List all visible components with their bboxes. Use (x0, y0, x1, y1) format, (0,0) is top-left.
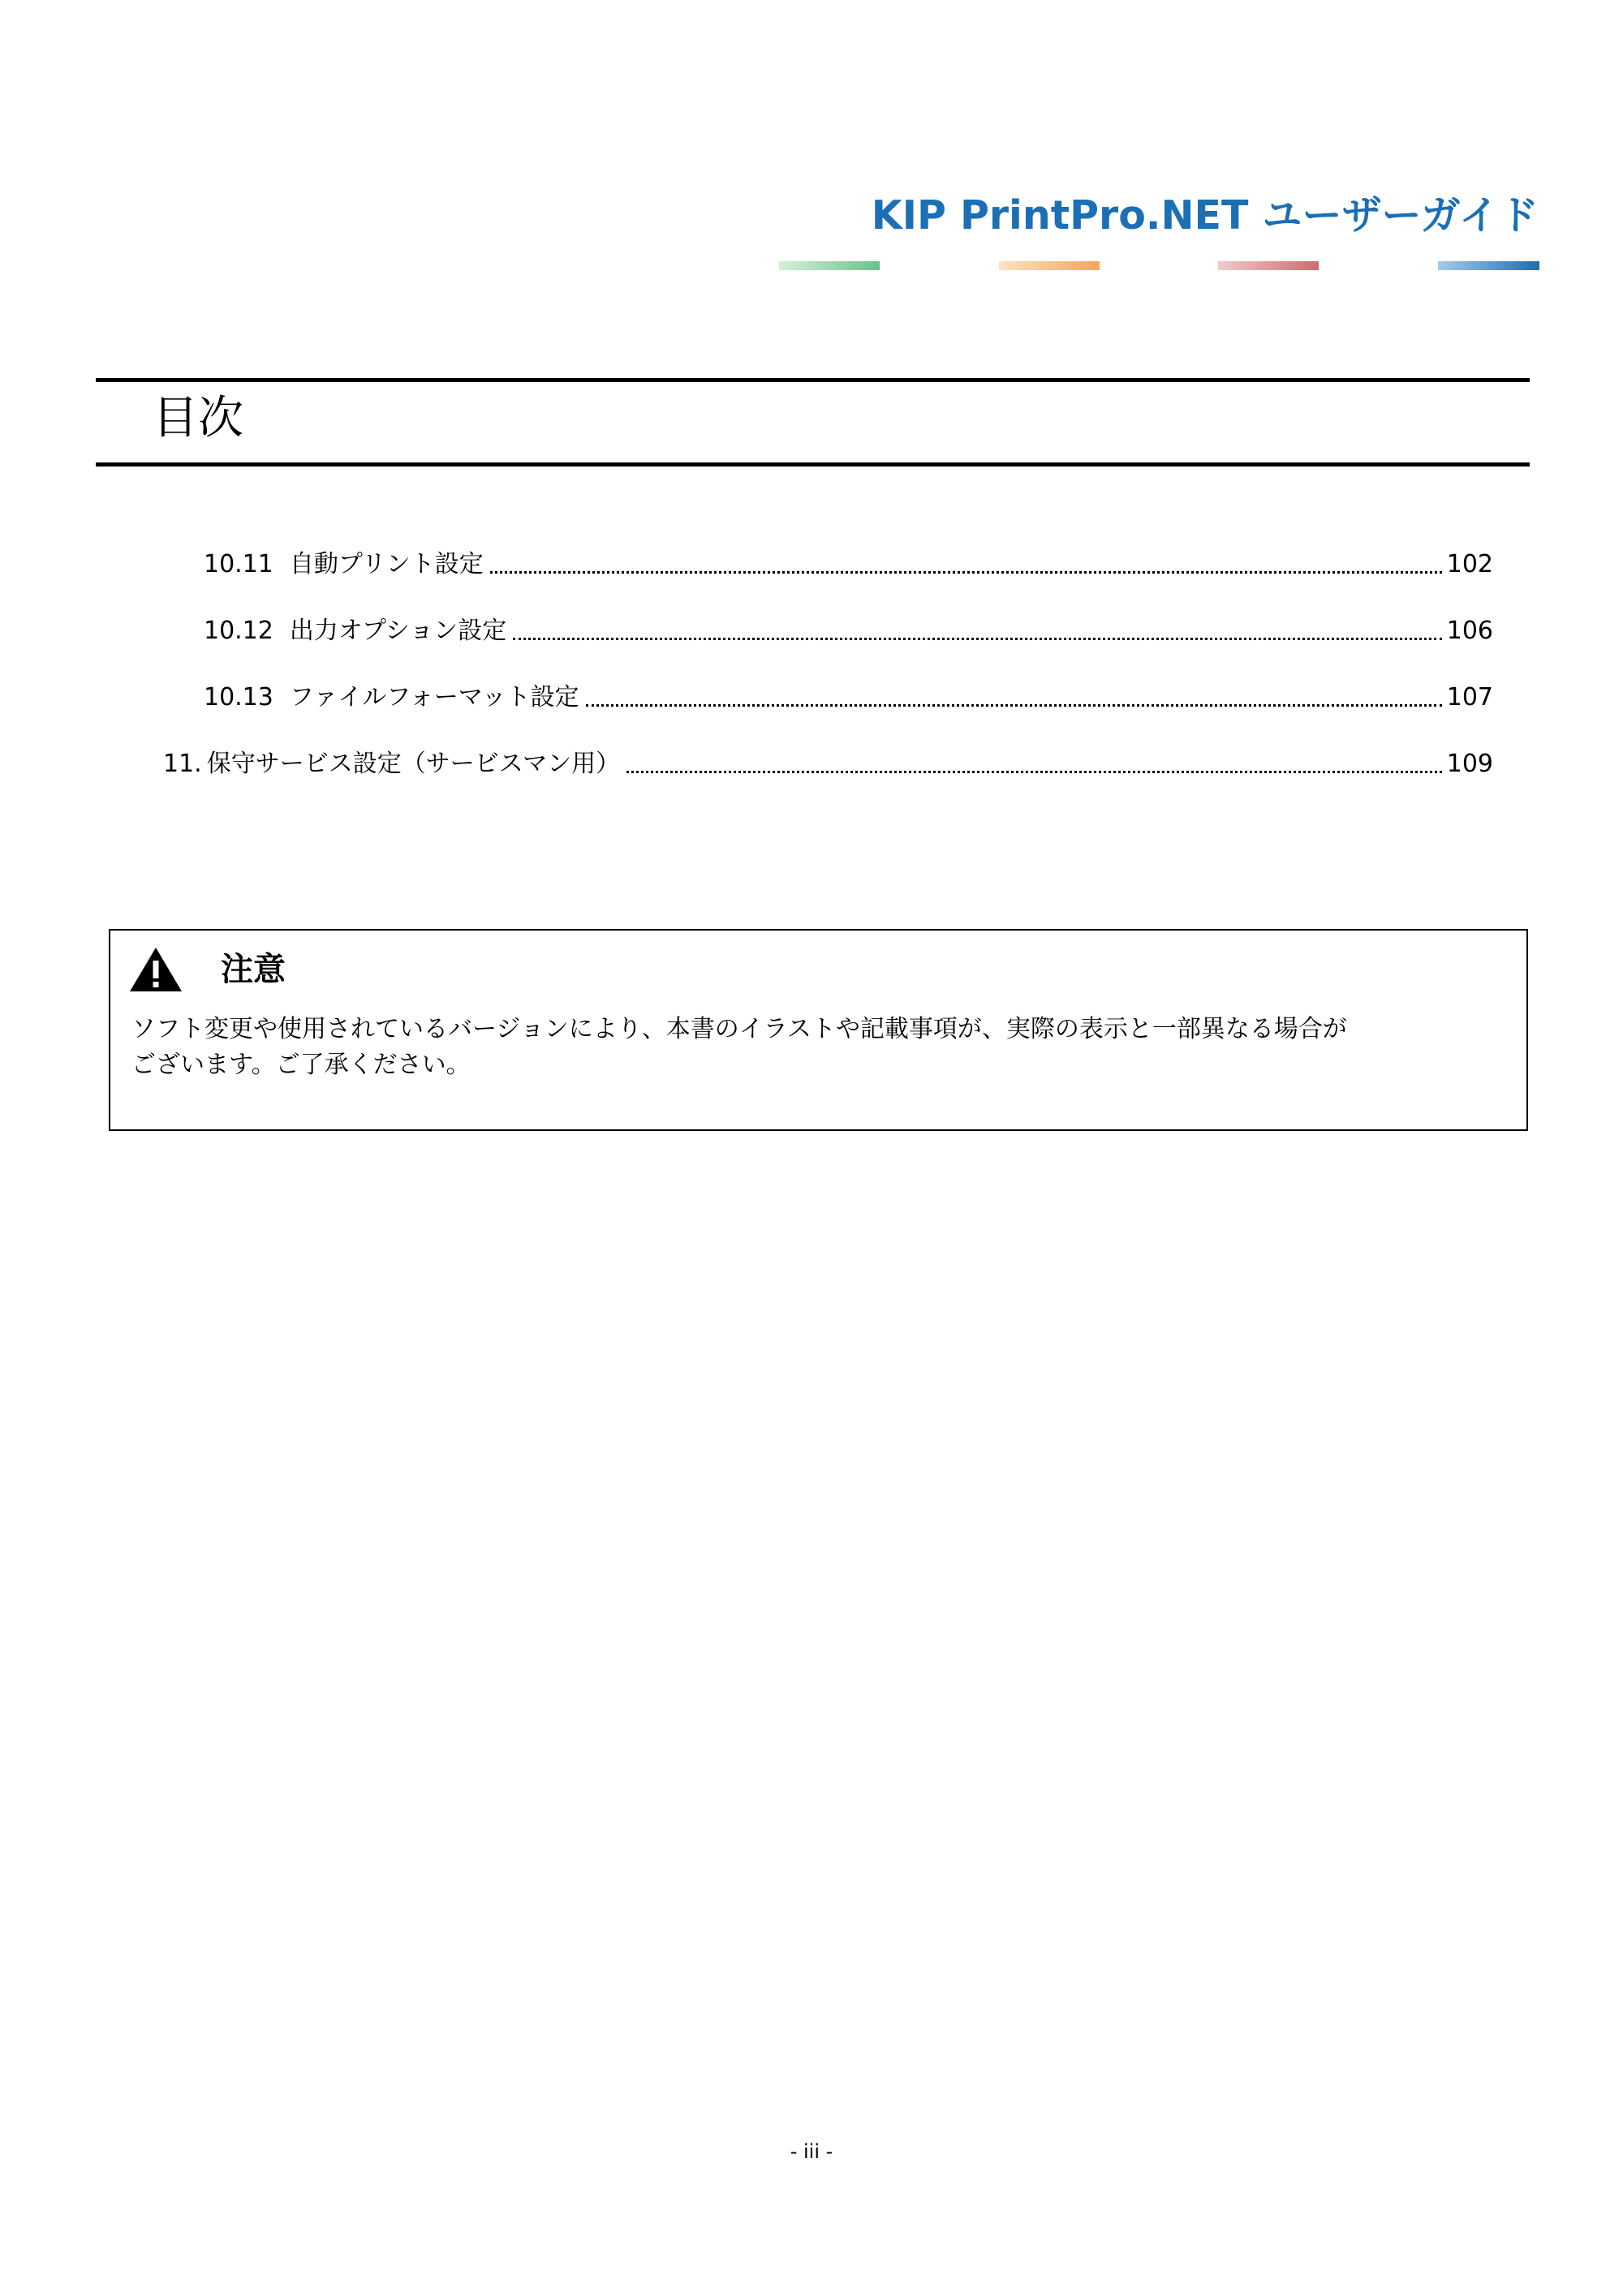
toc-entry-title: 保守サービス設定（サービスマン用） (206, 750, 621, 778)
toc-entry[interactable] (204, 612, 1493, 647)
toc-dot-leader (586, 704, 1442, 707)
toc-entry[interactable] (204, 545, 1493, 581)
caution-text-line: ソフト変更や使用されているバージョンにより、本書のイラストや記載事項が、実際の表示と一部異なる場合が (131, 1015, 1347, 1043)
warning-icon (128, 946, 183, 993)
decorative-bar-red (1218, 261, 1319, 270)
toc-entry-number: 11. (163, 750, 202, 778)
document-title: KIP PrintPro.NET ユーザーガイド (871, 192, 1539, 239)
toc-entry-number: 10.12 (204, 617, 273, 645)
toc-entry-page: 102 (1446, 550, 1493, 578)
toc-heading: 目次 (153, 392, 243, 445)
decorative-bar-green (779, 261, 880, 270)
caution-box (109, 929, 1528, 1131)
toc-dot-leader (626, 771, 1442, 773)
caution-text-line: ございます。ご了承ください。 (131, 1051, 471, 1079)
caution-text (131, 1012, 1503, 1083)
heading-rule-bottom (96, 462, 1530, 467)
toc-entry[interactable] (204, 678, 1493, 714)
decorative-bar-blue (1438, 261, 1539, 270)
toc-entry-page: 109 (1446, 750, 1493, 778)
caution-header (128, 945, 286, 994)
heading-rule-top (96, 378, 1530, 382)
toc-entry-number: 10.11 (204, 550, 273, 578)
toc-entry-page: 107 (1446, 683, 1493, 712)
caution-title: 注意 (221, 951, 286, 988)
toc-dot-leader (513, 638, 1442, 640)
toc-entry-page: 106 (1446, 617, 1493, 645)
toc-entry-title: ファイルフォーマット設定 (289, 683, 579, 712)
toc-entry-title: 自動プリント設定 (289, 550, 484, 578)
toc-entry-number: 10.13 (204, 683, 273, 712)
toc-entry[interactable] (163, 745, 1493, 780)
toc-entry-title: 出力オプション設定 (289, 617, 507, 645)
toc-dot-leader (490, 571, 1442, 574)
decorative-bar-orange (999, 261, 1100, 270)
page-number: - iii - (790, 2140, 833, 2163)
